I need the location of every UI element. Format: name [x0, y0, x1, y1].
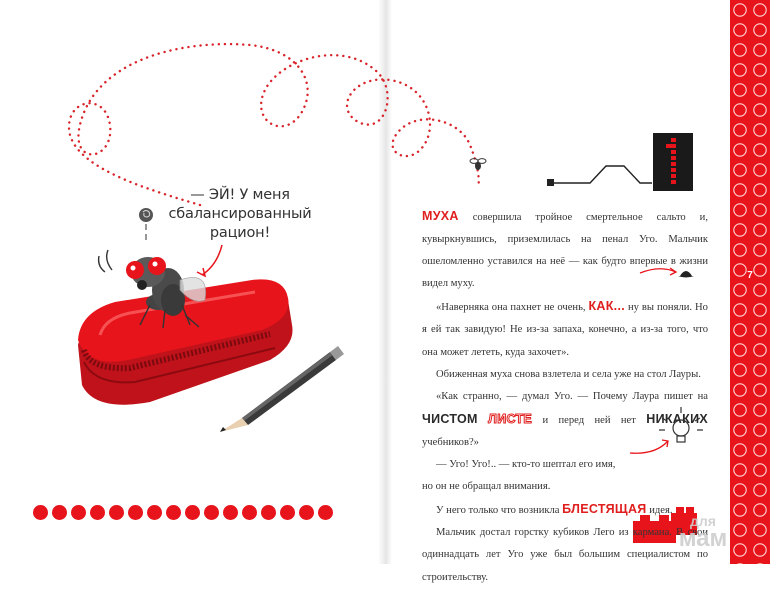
speech-line-3: рацион!: [209, 225, 271, 241]
highlight-word: ЧИСТОМ: [422, 411, 478, 426]
paragraph-3: [422, 364, 708, 386]
paragraph-text: ну вы поняли. Но я ей так завидую! Не из-за запаха, конечно, а из-за того, что она может лететь, куда захочет».: [422, 302, 708, 358]
red-dot: [166, 505, 181, 520]
red-dot: [299, 505, 314, 520]
lego-studs: [730, 0, 770, 564]
speech-arrow: [202, 245, 222, 275]
paragraph-text: Обиженная муха снова взлетела и села уже на стол Лауры.: [436, 368, 701, 380]
signal-line: [552, 166, 652, 183]
paragraph-text: и перед ней нет: [532, 414, 647, 426]
red-dot: [147, 505, 162, 520]
outline-word: ЛИСТЕ: [488, 411, 533, 426]
pencil-case-icon: [78, 279, 293, 404]
red-dot: [223, 505, 238, 520]
highlight-word: МУХА: [422, 209, 459, 223]
highlight-word: КАК...: [588, 299, 626, 314]
red-dot: [90, 505, 105, 520]
paragraph-text: «Как странно, — думал Уго. — Почему Лаура пишет на: [436, 390, 708, 402]
highlight-word: НИКАКИХ: [646, 411, 708, 426]
red-dot: [128, 505, 143, 520]
paragraph-1: [422, 205, 708, 295]
paragraph-text: учебников?»: [422, 436, 479, 448]
red-dot: [280, 505, 295, 520]
paragraph-text: совершила тройное смертельное сальто и, кувыркнувшись, приземлилась на пенал Уго. Мальчик ошеломленно уставился на неё — как будто впервые в жизни видел муху.: [422, 212, 708, 290]
watermark-line-2: мам: [678, 525, 728, 552]
red-dot: [52, 505, 67, 520]
paragraph-text: — Уго! Уго!.. — кто-то шептал его имя,: [436, 459, 616, 471]
red-dot: [109, 505, 124, 520]
speech-line-2: сбалансированный: [168, 206, 312, 222]
paragraph-text: но он не обращал внимания.: [422, 481, 551, 493]
paragraph-text: «Наверняка она пахнет не очень,: [436, 302, 589, 314]
paragraph-text: Мальчик достал горстку кубиков Лего из кармана. В свои одиннадцать лет Уго уже был большим специалистом по строительству.: [422, 527, 708, 583]
red-dot: [318, 505, 333, 520]
led-digit-one-icon: [653, 133, 693, 191]
fly-doodle-icon: [470, 159, 486, 170]
page-number: 7: [747, 270, 753, 281]
paragraph-5: [422, 454, 708, 498]
red-dot: [261, 505, 276, 520]
red-dot: [71, 505, 86, 520]
red-dot: [204, 505, 219, 520]
paragraph-2: [422, 295, 708, 363]
lego-edge-strip: [730, 0, 770, 564]
paragraph-4: [422, 386, 708, 454]
paragraph-text: У него только что возникла: [436, 505, 563, 517]
red-dot: [185, 505, 200, 520]
dotted-flight-path: [69, 44, 479, 205]
speech-line-1: — ЭЙ! У меня: [190, 187, 290, 203]
highlight-word: БЛЕСТЯЩАЯ: [562, 502, 647, 517]
speech-bubble: [166, 186, 314, 243]
paragraph-text: идея.: [646, 505, 673, 517]
watermark-line-1: для: [690, 513, 716, 529]
red-dots-row: [33, 505, 333, 520]
watermark: [664, 512, 742, 552]
red-dot: [33, 505, 48, 520]
red-dot: [242, 505, 257, 520]
smell-swirl-icon: [139, 208, 153, 240]
